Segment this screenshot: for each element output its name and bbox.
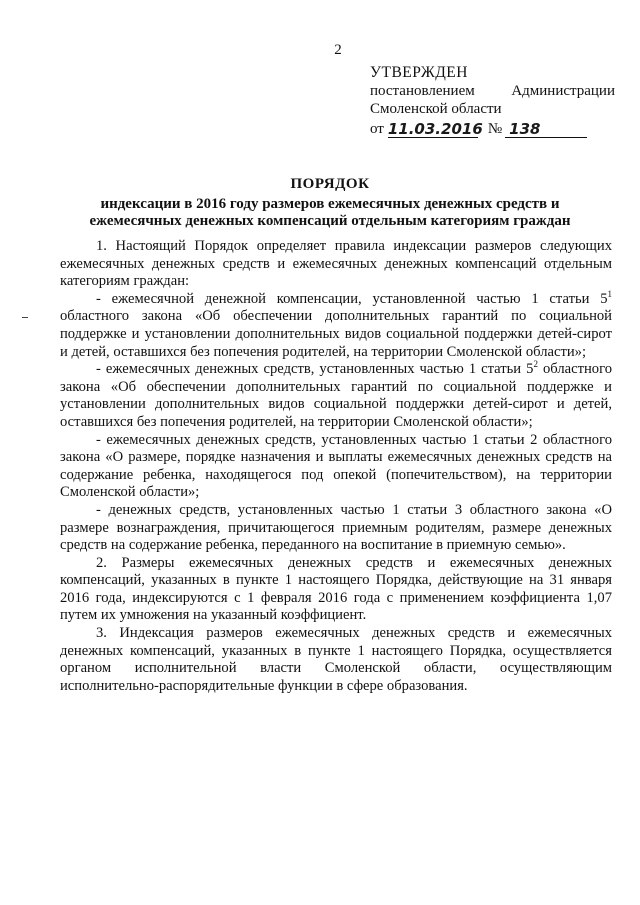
item-1-sup: 1 bbox=[607, 288, 612, 299]
number-prefix: № bbox=[487, 121, 503, 137]
handwritten-number: 138 bbox=[505, 121, 587, 138]
document-body bbox=[60, 238, 612, 695]
margin-mark bbox=[22, 317, 28, 318]
paragraph-2: 2. Размеры ежемесячных денежных средств и ежемесячных денежных компенсаций, указанных в пункте 1 настоящего Порядка, действующие на 31 января 2016 года, индексируются с 1 февраля 2016 года с применением коэффициента 1,07 путем их умножения на указанный коэффициент. bbox=[60, 554, 612, 624]
handwritten-date: 11.03.2016 bbox=[387, 120, 483, 138]
paragraph-3: 3. Индексация размеров ежемесячных денежных средств и ежемесячных денежных компенсаций, указанных в пункте 1 настоящего Порядка, осуществляется органом исполнительной власти Смоленской области, осуществляющим исполнительно-распорядительные функции в сфере образования. bbox=[60, 625, 612, 694]
item-2-tail: областного закона «Об обеспечении дополнительных гарантий по социальной поддержке и установлении дополнительных видов социальной поддержки детей-сирот и детей, оставшихся без попечения родителей, на территории Смоленской области»; bbox=[60, 361, 612, 430]
approval-line2: Смоленской области bbox=[370, 101, 502, 117]
approval-date-line bbox=[370, 120, 615, 138]
approval-line1-left: постановлением bbox=[370, 83, 475, 99]
approval-block bbox=[370, 64, 615, 138]
paragraph-item-2 bbox=[60, 361, 612, 431]
paragraph-item-1 bbox=[60, 288, 612, 361]
item-2-sup: 2 bbox=[533, 359, 538, 370]
title-subtitle: индексации в 2016 году размеров ежемесячных денежных средств и ежемесячных денежных компенсаций отдельным категориям граждан bbox=[89, 196, 571, 229]
document-title bbox=[60, 176, 600, 230]
date-prefix: от bbox=[370, 121, 384, 137]
item-1-head: - ежемесячной денежной компенсации, установленной частью 1 статьи 5 bbox=[96, 290, 608, 307]
paragraph-item-4: - денежных средств, установленных частью 1 статьи 3 областного закона «О размере вознаграждения, причитающегося приемным родителям, размере денежных средств на содержание ребенка, переданного на воспитание в приемную семью». bbox=[60, 501, 612, 554]
item-2-head: - ежемесячных денежных средств, установленных частью 1 статьи 5 bbox=[96, 361, 534, 378]
page-number: 2 bbox=[334, 42, 342, 58]
item-1-tail: областного закона «Об обеспечении дополнительных гарантий по социальной поддержке и установлении дополнительных видов социальной поддержки детей-сирот и детей, оставшихся без попечения родителей, на территории Смоленской области»; bbox=[60, 308, 612, 360]
approval-line1-right: Администрации bbox=[511, 83, 615, 99]
approval-heading: УТВЕРЖДЕН bbox=[370, 64, 468, 81]
title-main: ПОРЯДОК bbox=[290, 176, 370, 192]
paragraph-1: 1. Настоящий Порядок определяет правила индексации размеров следующих ежемесячных денежных средств и ежемесячных денежных компенсаций отдельным категориям граждан: bbox=[60, 238, 612, 290]
approval-line1 bbox=[370, 82, 615, 100]
paragraph-item-3: - ежемесячных денежных средств, установленных частью 1 статьи 2 областного закона «О размере, порядке назначения и выплаты ежемесячных денежных средств на содержание ребенка, находящегося под опекой (попечительством), на территории Смоленской области»; bbox=[60, 431, 612, 501]
